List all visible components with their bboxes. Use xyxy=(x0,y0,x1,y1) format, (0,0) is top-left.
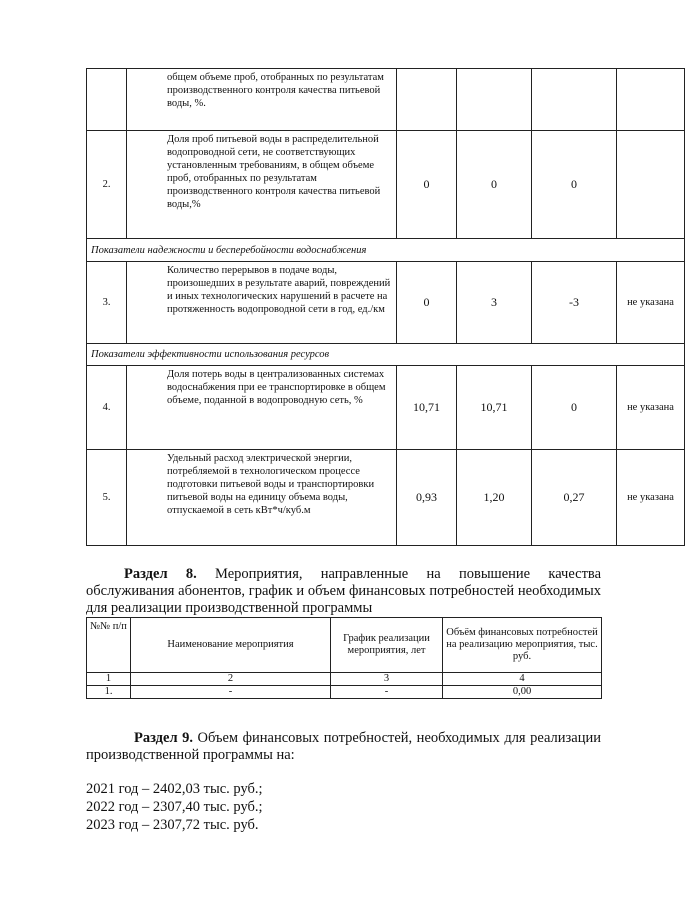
table-row xyxy=(87,686,602,699)
value-1: 0,93 xyxy=(397,450,457,546)
data-cell: - xyxy=(131,686,331,699)
data-cell: 1. xyxy=(87,686,131,699)
table-row xyxy=(87,366,685,450)
index-cell: 4 xyxy=(443,673,602,686)
section-8-paragraph xyxy=(86,566,601,617)
data-cell: 0,00 xyxy=(443,686,602,699)
value-1: 0 xyxy=(397,262,457,344)
section-reliability: Показатели надежности и бесперебойности водоснабжения xyxy=(87,239,685,262)
value-2 xyxy=(457,69,532,131)
value-2: 3 xyxy=(457,262,532,344)
table-row xyxy=(87,69,685,131)
note xyxy=(617,131,685,239)
value-1 xyxy=(397,69,457,131)
note: не указана xyxy=(617,262,685,344)
value-2: 1,20 xyxy=(457,450,532,546)
row-number: 4. xyxy=(87,366,127,450)
header-measure-name: Наименование мероприятия xyxy=(131,618,331,673)
section-row xyxy=(87,239,685,262)
table-row xyxy=(87,262,685,344)
row-number: 2. xyxy=(87,131,127,239)
index-cell: 2 xyxy=(131,673,331,686)
indicators-table xyxy=(86,68,685,546)
index-cell: 3 xyxy=(331,673,443,686)
section-row xyxy=(87,344,685,366)
indicator-description: Доля потерь воды в централизованных системах водоснабжения при ее транспортировке в общем объеме, поданной в водопроводную сеть, % xyxy=(127,366,397,450)
section-9-text: Объем финансовых потребностей, необходимых для реализации производственной программы на: xyxy=(86,730,601,763)
value-3 xyxy=(532,69,617,131)
index-row xyxy=(87,673,602,686)
section-8-text: Мероприятия, направленные на повышение качества обслуживания абонентов, график и объем финансовых потребностей необходимых для реализации производственной программы xyxy=(86,566,602,616)
section-9-paragraph xyxy=(86,730,601,764)
value-3: 0 xyxy=(532,131,617,239)
value-3: -3 xyxy=(532,262,617,344)
data-cell: - xyxy=(331,686,443,699)
value-2: 10,71 xyxy=(457,366,532,450)
note: не указана xyxy=(617,450,685,546)
value-1: 0 xyxy=(397,131,457,239)
indicator-description: Удельный расход электрической энергии, потребляемой в технологическом процессе подготовки питьевой воды и транспортировки питьевой воды на единицу объема воды, отпускаемой в сеть кВт*ч/куб.м xyxy=(127,450,397,546)
indicator-description: Доля проб питьевой воды в распределительной водопроводной сети, не соответствующих установленным требованиям, в общем объеме проб, отобранных по результатам производственного контроля качества питьевой воды,% xyxy=(127,131,397,239)
year-2023: 2023 год – 2307,72 тыс. руб. xyxy=(86,817,259,833)
year-2022: 2022 год – 2307,40 тыс. руб.; xyxy=(86,799,263,815)
header-number: №№ п/п xyxy=(87,618,131,673)
value-2: 0 xyxy=(457,131,532,239)
header-financial-needs: Объём финансовых потребностей на реализацию мероприятия, тыс. руб. xyxy=(443,618,602,673)
table-row xyxy=(87,131,685,239)
indicator-description: Количество перерывов в подаче воды, произошедших в результате аварий, повреждений и иных технологических нарушений в расчете на протяженность водопроводной сети в год, ед./км xyxy=(127,262,397,344)
row-number: 3. xyxy=(87,262,127,344)
indicator-description: общем объеме проб, отобранных по результатам производственного контроля качества питьевой воды, %. xyxy=(127,69,397,131)
row-number xyxy=(87,69,127,131)
value-3: 0 xyxy=(532,366,617,450)
section-8-label: Раздел 8. xyxy=(124,566,197,582)
value-1: 10,71 xyxy=(397,366,457,450)
row-number: 5. xyxy=(87,450,127,546)
note xyxy=(617,69,685,131)
index-cell: 1 xyxy=(87,673,131,686)
value-3: 0,27 xyxy=(532,450,617,546)
note: не указана xyxy=(617,366,685,450)
section-9-label: Раздел 9. xyxy=(134,730,193,746)
section-efficiency: Показатели эффективности использования ресурсов xyxy=(87,344,685,366)
header-row xyxy=(87,618,602,673)
header-schedule: График реализации мероприятия, лет xyxy=(331,618,443,673)
table-row xyxy=(87,450,685,546)
measures-table xyxy=(86,617,602,699)
year-2021: 2021 год – 2402,03 тыс. руб.; xyxy=(86,781,263,797)
